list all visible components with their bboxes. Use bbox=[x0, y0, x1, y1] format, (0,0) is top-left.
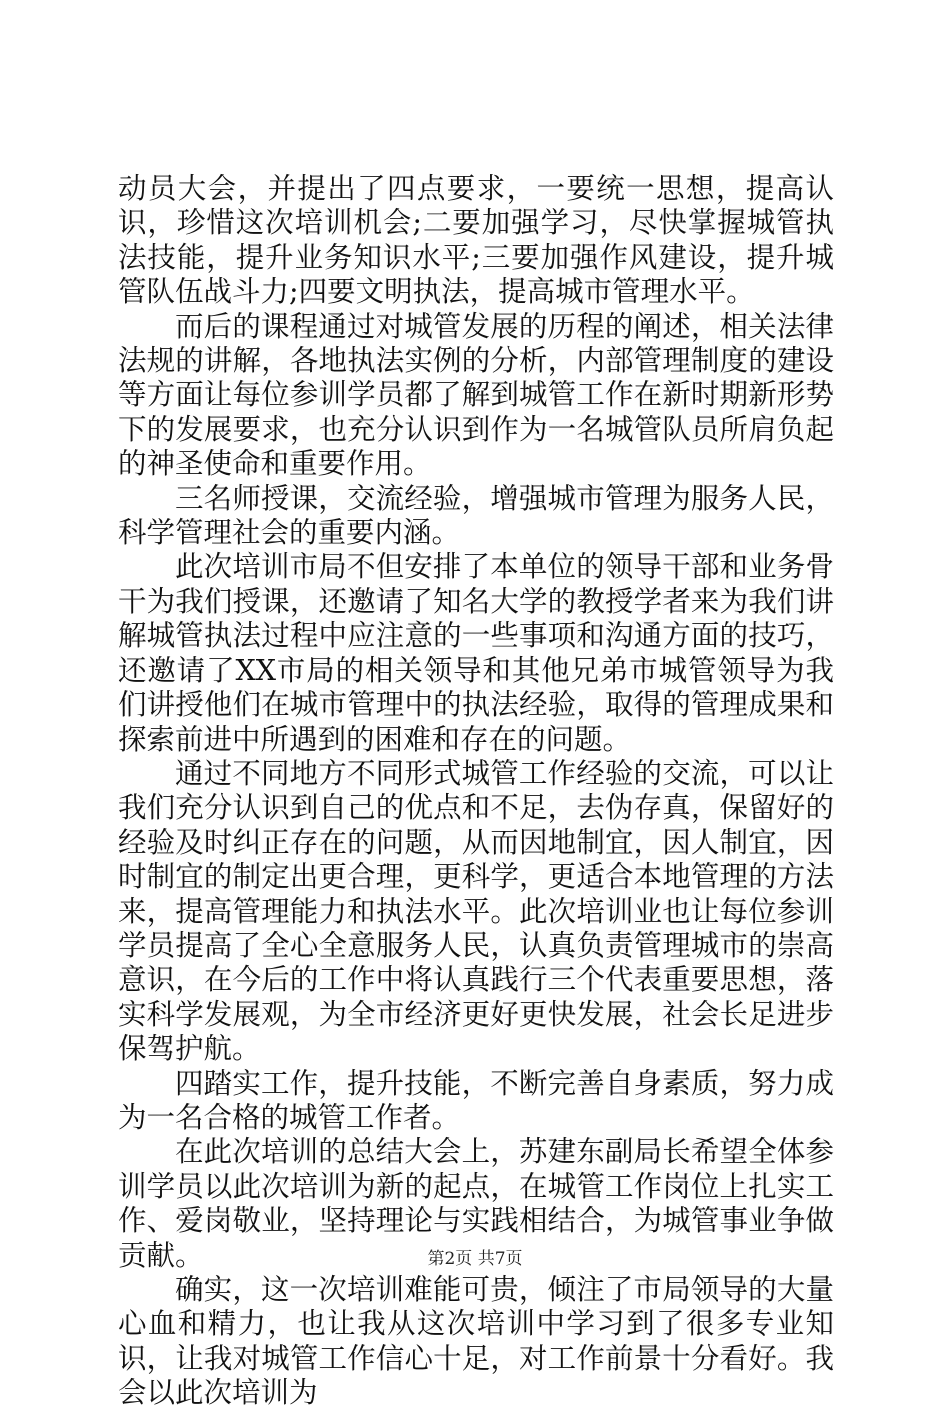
document-body bbox=[118, 172, 834, 1411]
page-number-footer: 第2页 共7页 bbox=[427, 1249, 523, 1269]
paragraph: 确实，这一次培训难能可贵，倾注了市局领导的大量心血和精力，也让我从这次培训中学习到了很多专业知识，让我对城管工作信心十足，对工作前景十分看好。我会以此次培训为 bbox=[118, 1273, 834, 1410]
paragraph: 通过不同地方不同形式城管工作经验的交流，可以让我们充分认识到自己的优点和不足，去伪存真，保留好的经验及时纠正存在的问题，从而因地制宜，因人制宜，因时制宜的制定出更合理，更科学，更适合本地管理的方法来，提高管理能力和执法水平。此次培训业也让每位参训学员提高了全心全意服务人民，认真负责管理城市的崇高意识，在今后的工作中将认真践行三个代表重要思想，落实科学发展观，为全市经济更好更快发展，社会长足进步保驾护航。 bbox=[118, 756, 834, 1066]
section-heading-paragraph: 三名师授课，交流经验，增强城市管理为服务人民，科学管理社会的重要内涵。 bbox=[118, 481, 834, 550]
paragraph: 而后的课程通过对城管发展的历程的阐述，相关法律法规的讲解，各地执法实例的分析，内部管理制度的建设等方面让每位参训学员都了解到城管工作在新时期新形势下的发展要求，也充分认识到作为一名城管队员所肩负起的神圣使命和重要作用。 bbox=[118, 309, 834, 481]
paragraph: 在此次培训的总结大会上，苏建东副局长希望全体参训学员以此次培训为新的起点，在城管工作岗位上扎实工作、爱岗敬业，坚持理论与实践相结合，为城管事业争做贡献。 bbox=[118, 1135, 834, 1272]
paragraph: 此次培训市局不但安排了本单位的领导干部和业务骨干为我们授课，还邀请了知名大学的教授学者来为我们讲解城管执法过程中应注意的一些事项和沟通方面的技巧，还邀请了XX市局的相关领导和其他兄弟市城管领导为我们讲授他们在城市管理中的执法经验，取得的管理成果和探索前进中所遇到的困难和存在的问题。 bbox=[118, 550, 834, 756]
paragraph-continuation: 动员大会，并提出了四点要求，一要统一思想，提高认识，珍惜这次培训机会;二要加强学习，尽快掌握城管执法技能，提升业务知识水平;三要加强作风建设，提升城管队伍战斗力;四要文明执法，提高城市管理水平。 bbox=[118, 172, 834, 309]
section-heading-paragraph: 四踏实工作，提升技能，不断完善自身素质，努力成为一名合格的城管工作者。 bbox=[118, 1066, 834, 1134]
